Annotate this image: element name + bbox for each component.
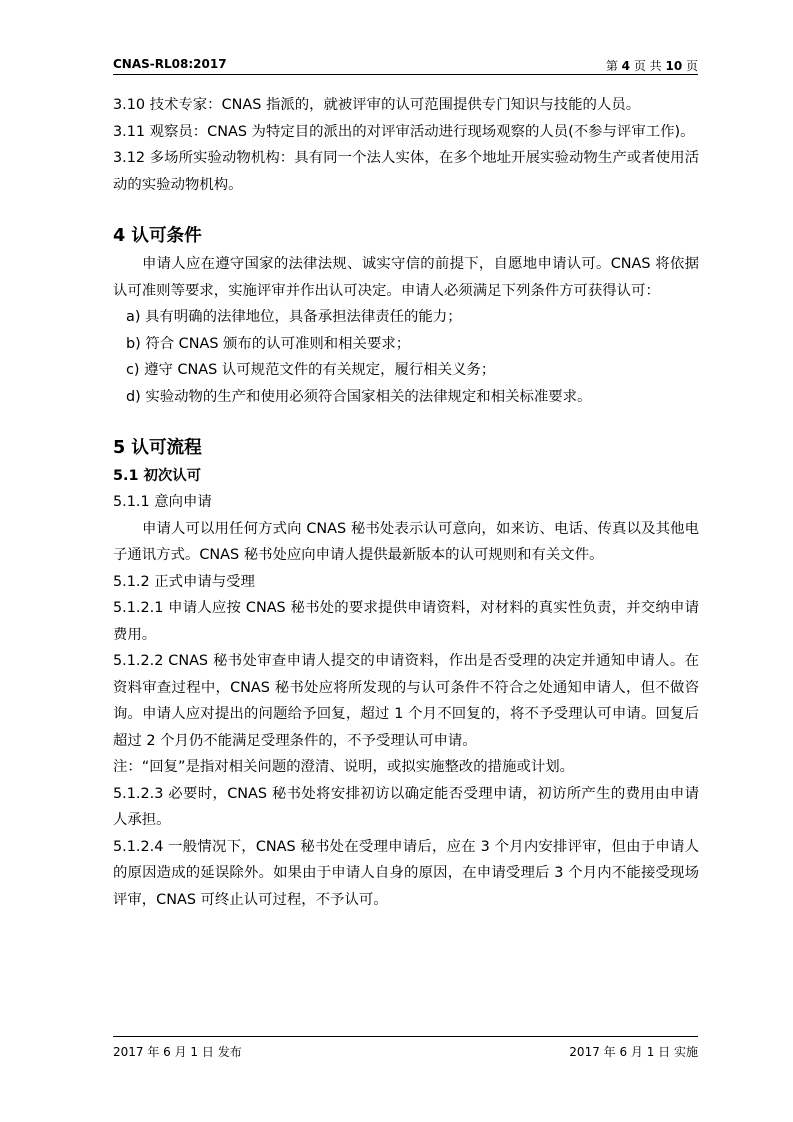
condition-item: b) 符合 CNAS 颁布的认可准则和相关要求； bbox=[126, 335, 411, 352]
effective-date: 2017 年 6 月 1 日 实施 bbox=[569, 1045, 698, 1059]
section-5-1-1-heading: 5.1.1 意向申请 bbox=[113, 494, 212, 510]
note: 注：“回复”是指对相关问题的澄清、说明，或拟实施整改的措施或计划。 bbox=[113, 759, 575, 775]
page-body bbox=[113, 92, 699, 913]
section-5-1-2-heading: 5.1.2 正式申请与受理 bbox=[113, 573, 255, 590]
clause-5-1-2-2: 5.1.2.2 CNAS 秘书处审查申请人提交的申请资料，作出是否受理的决定并通知申请人。在资料审查过程中，CNAS 秘书处应将所发现的与认可条件不符合之处通知申请人，但不做咨询。申请人应对提出的问题给予回复，超过 1 个月不回复的，将不予受理认可申请。回复后超过 2 个月仍不能满足受理条件的，不予受理认可申请。 bbox=[113, 653, 699, 749]
definition-3-11: 3.11 观察员：CNAS 为特定目的派出的对评审活动进行现场观察的人员(不参与评审工作)。 bbox=[113, 123, 695, 140]
page-footer bbox=[113, 1036, 698, 1059]
clause-5-1-2-4: 5.1.2.4 一般情况下，CNAS 秘书处在受理申请后，应在 3 个月内安排评审，但由于申请人的原因造成的延误除外。如果由于申请人自身的原因，在申请受理后 3 个月内不能接受现场评审，CNAS 可终止认可过程，不予认可。 bbox=[113, 838, 699, 908]
section-5-heading: 5 认可流程 bbox=[113, 438, 202, 458]
page-number: 4 bbox=[621, 59, 631, 73]
section-4-intro: 申请人应在遵守国家的法律法规、诚实守信的前提下，自愿地申请认可。CNAS 将依据认可准则等要求，实施评审并作出认可决定。申请人必须满足下列条件方可获得认可： bbox=[113, 256, 699, 299]
condition-item: c) 遵守 CNAS 认可规范文件的有关规定，履行相关义务； bbox=[126, 362, 496, 378]
page-header bbox=[113, 57, 698, 75]
definition-3-12: 3.12 多场所实验动物机构：具有同一个法人实体，在多个地址开展实验动物生产或者使用活动的实验动物机构。 bbox=[113, 150, 699, 193]
clause-5-1-2-3: 5.1.2.3 必要时，CNAS 秘书处将安排初访以确定能否受理申请，初访所产生的费用由申请人承担。 bbox=[113, 785, 699, 828]
definition-3-10: 3.10 技术专家：CNAS 指派的，就被评审的认可范围提供专门知识与技能的人员。 bbox=[113, 97, 641, 113]
clause-5-1-2-1: 5.1.2.1 申请人应按 CNAS 秘书处的要求提供申请资料，对材料的真实性负责，并交纳申请费用。 bbox=[113, 600, 699, 643]
condition-item: d) 实验动物的生产和使用必须符合国家相关的法律规定和相关标准要求。 bbox=[126, 388, 592, 405]
issue-date: 2017 年 6 月 1 日 发布 bbox=[113, 1045, 242, 1059]
doc-id: CNAS-RL08:2017 bbox=[113, 57, 227, 71]
condition-item: a) 具有明确的法律地位，具备承担法律责任的能力； bbox=[126, 309, 462, 325]
page-indicator: 第 4 页 共 10 页 bbox=[605, 59, 698, 73]
page-total: 10 bbox=[665, 59, 683, 73]
section-5-1-1-text: 申请人可以用任何方式向 CNAS 秘书处表示认可意向，如来访、电话、传真以及其他电子通讯方式。CNAS 秘书处应向申请人提供最新版本的认可规则和有关文件。 bbox=[113, 520, 699, 563]
section-4-heading: 4 认可条件 bbox=[113, 226, 202, 246]
section-5-1-heading: 5.1 初次认可 bbox=[113, 468, 202, 484]
